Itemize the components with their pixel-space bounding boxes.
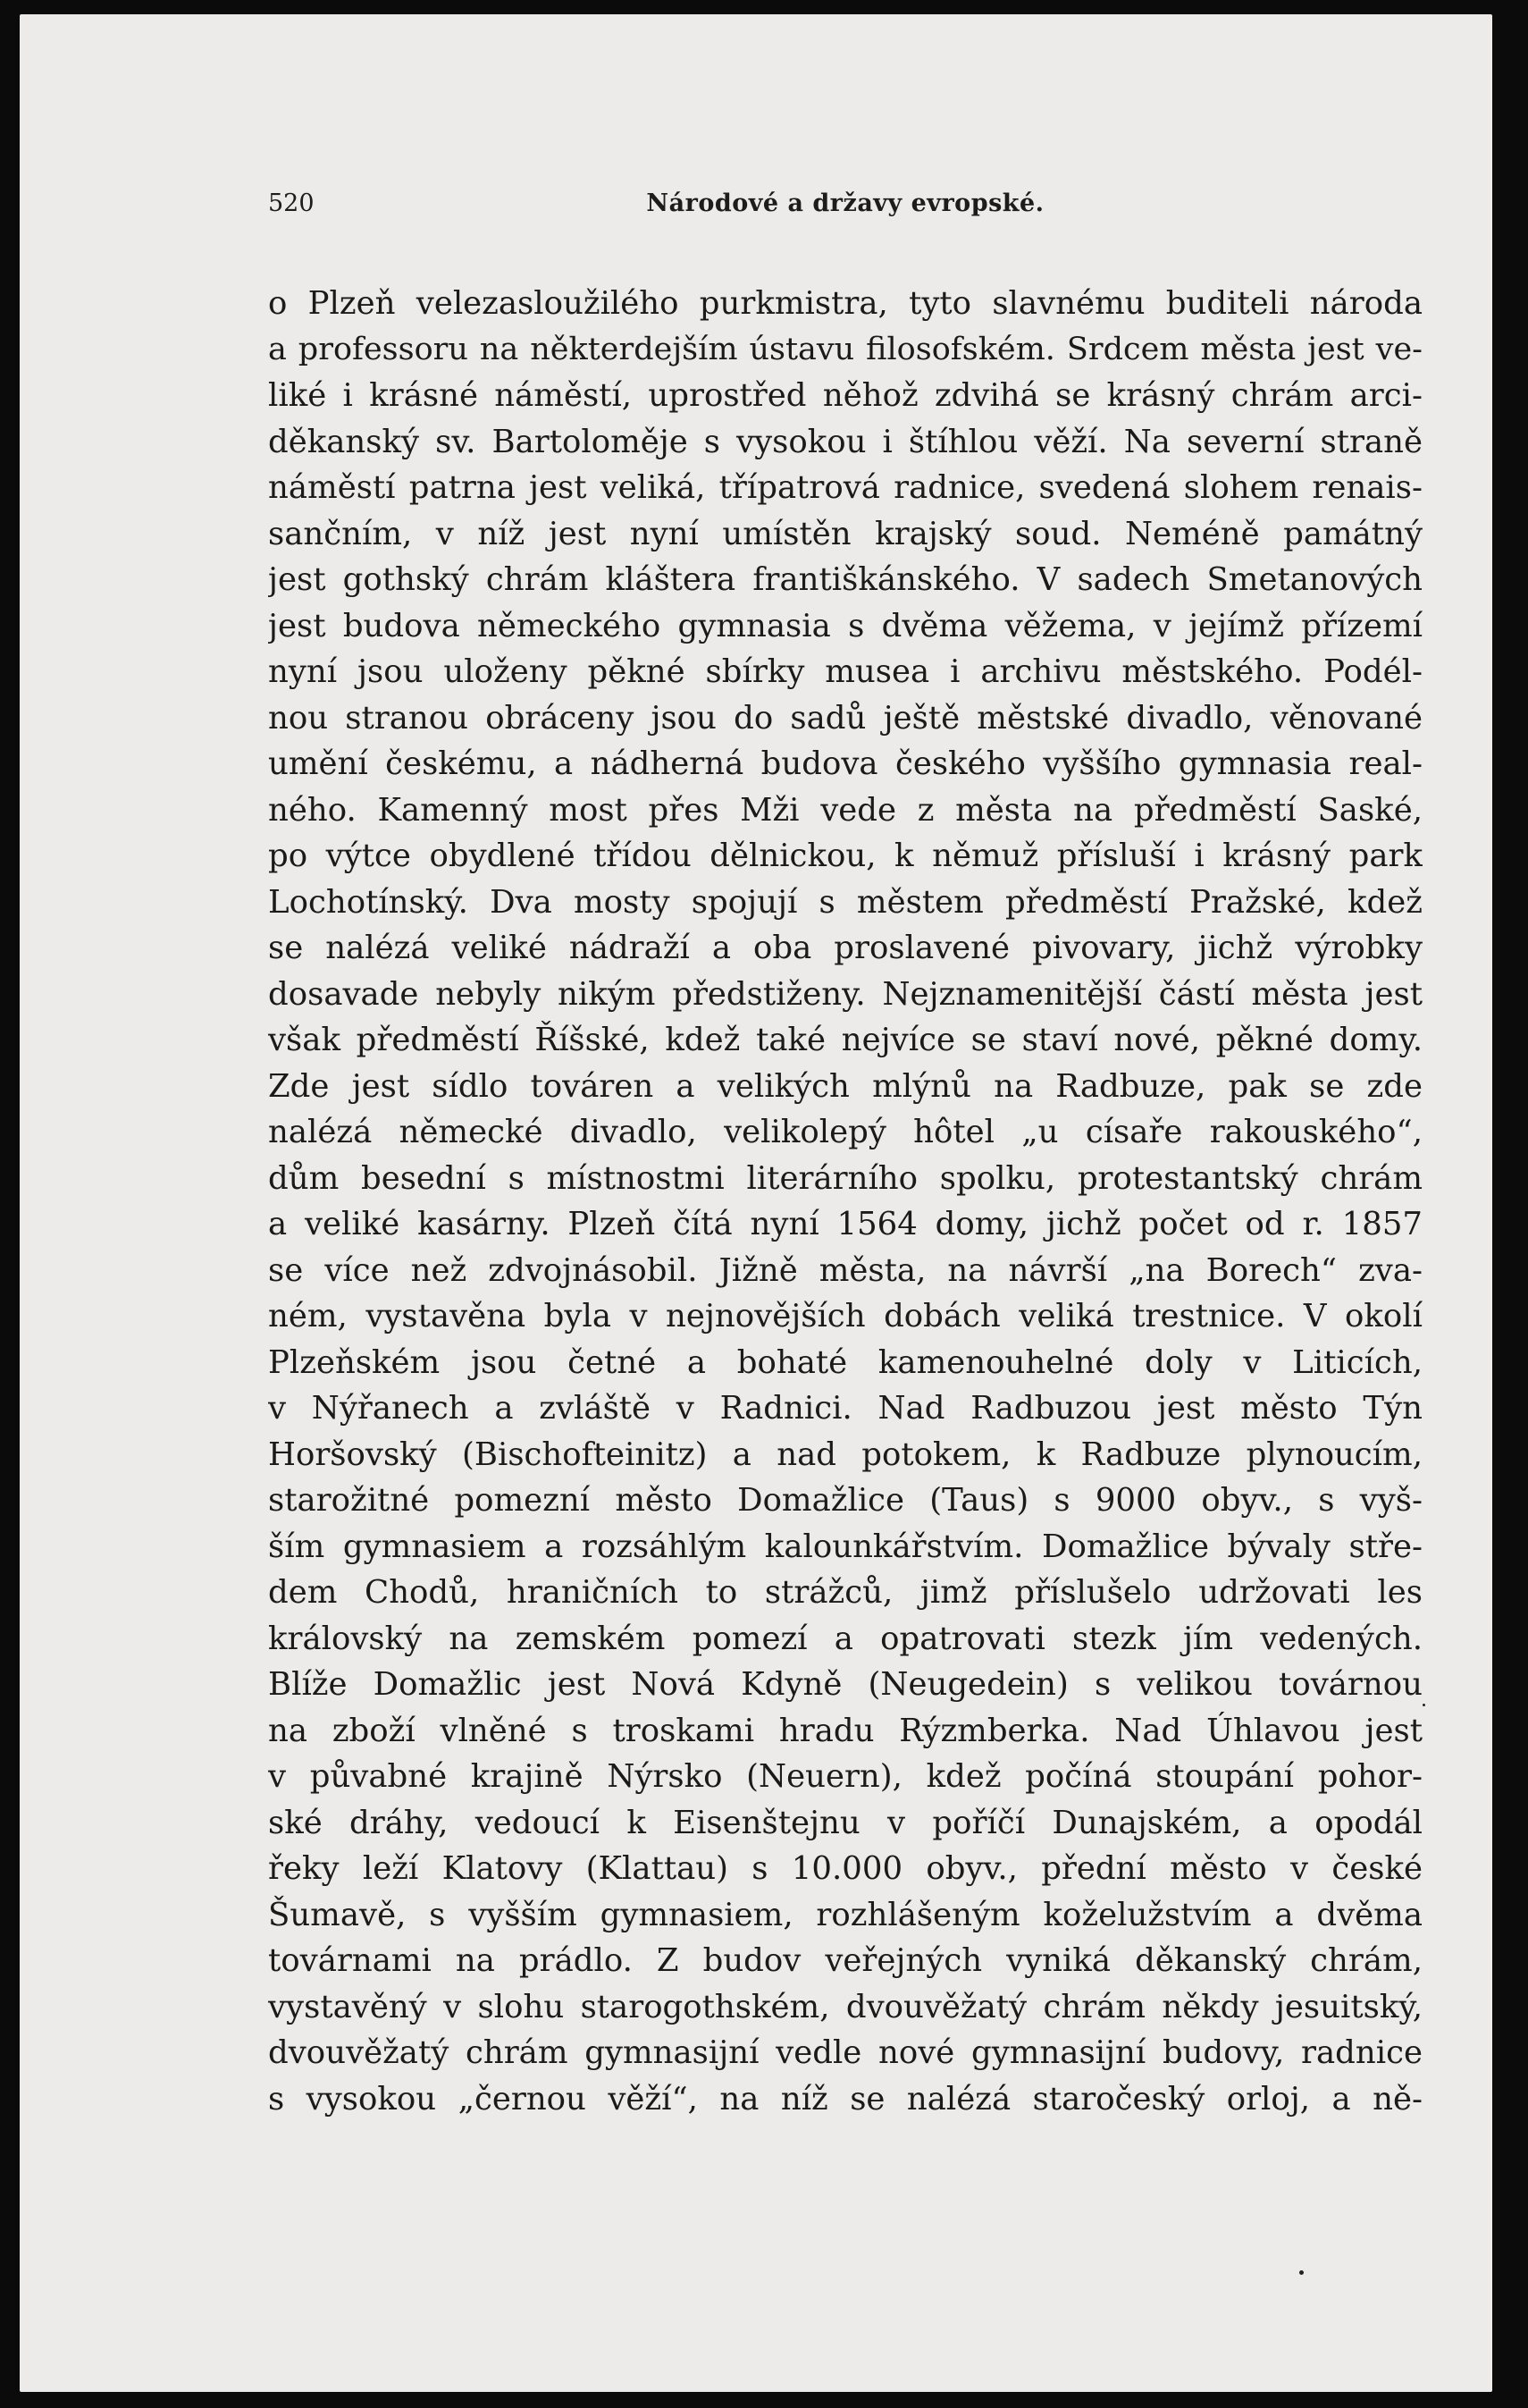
text-line: řeky leží Klatovy (Klattau) s 10.000 obyv., přední město v české <box>268 1850 1423 1887</box>
text-line: v půvabné krajině Nýrsko (Neuern), kdež počíná stoupání pohor- <box>268 1758 1423 1795</box>
text-line: liké i krásné náměstí, uprostřed něhož zdvihá se krásný chrám arci- <box>268 377 1423 414</box>
text-line: umění českému, a nádherná budova českého vyššího gymnasia real- <box>268 745 1423 782</box>
text-line: Blíže Domažlic jest Nová Kdyně (Neugedein) s velikou továrnou <box>268 1666 1423 1703</box>
text-line: s vysokou „černou věží“, na níž se nalézá staročeský orloj, a ně- <box>268 2080 1423 2118</box>
scan-speck <box>1423 1704 1425 1706</box>
text-line: dem Chodů, hraničních to strážců, jimž příslušelo udržovati les <box>268 1574 1423 1611</box>
text-line: v Nýřanech a zvláště v Radnici. Nad Radbuzou jest město Týn <box>268 1390 1423 1427</box>
body-text <box>268 281 1423 2122</box>
text-line: a professoru na některdejším ústavu filosofském. Srdcem města jest ve- <box>268 331 1423 367</box>
text-line: Šumavě, s vyšším gymnasiem, rozhlášeným koželužstvím a dvěma <box>268 1896 1423 1933</box>
running-head <box>268 189 1423 229</box>
text-line: dvouvěžatý chrám gymnasijní vedle nové gymnasijní budovy, radnice <box>268 2034 1423 2071</box>
text-line: po výtce obydlené třídou dělnickou, k němuž přísluší i krásný park <box>268 838 1423 874</box>
running-title: Národové a državy evropské. <box>646 189 1045 217</box>
text-line: starožitné pomezní město Domažlice (Taus) s 9000 obyv., s vyš- <box>268 1482 1423 1519</box>
text-line: na zboží vlněné s troskami hradu Rýzmberka. Nad Úhlavou jest <box>268 1712 1423 1749</box>
text-line: Zde jest sídlo továren a velikých mlýnů na Radbuze, pak se zde <box>268 1067 1423 1105</box>
text-line: jest gothský chrám kláštera františkánského. V sadech Smetanových <box>268 561 1423 598</box>
text-line: nou stranou obráceny jsou do sadů ještě městské divadlo, věnované <box>268 699 1423 737</box>
text-line: vystavěný v slohu starogothském, dvouvěžatý chrám někdy jesuitský, <box>268 1988 1423 2025</box>
text-line: náměstí patrna jest veliká, třípatrová radnice, svedená slohem renais- <box>268 469 1423 506</box>
text-line: ším gymnasiem a rozsáhlým kalounkářstvím. Domažlice bývaly stře- <box>268 1528 1423 1565</box>
text-line: jest budova německého gymnasia s dvěma věžema, v jejímž přízemí <box>268 607 1423 644</box>
text-line: Plzeňském jsou četné a bohaté kamenouhelné doly v Liticích, <box>268 1343 1423 1381</box>
page-number: 520 <box>268 189 315 217</box>
text-line: se více než zdvojnásobil. Jižně města, na návrší „na Borech“ zva- <box>268 1251 1423 1289</box>
text-line: Horšovský (Bischofteinitz) a nad potokem, k Radbuze plynoucím, <box>268 1436 1423 1473</box>
text-line: o Plzeň velezasloužilého purkmistra, tyto slavnému buditeli národa <box>268 285 1423 322</box>
text-line: královský na zemském pomezí a opatrovati stezk jím vedených. <box>268 1620 1423 1657</box>
text-line: a veliké kasárny. Plzeň čítá nyní 1564 domy, jichž počet od r. 1857 <box>268 1206 1423 1242</box>
text-line: dům besední s místnostmi literárního spolku, protestantský chrám <box>268 1159 1423 1197</box>
text-line: nalézá německé divadlo, velikolepý hôtel „u císaře rakouského“, <box>268 1114 1423 1150</box>
text-line: však předměstí Říšské, kdež také nejvíce se staví nové, pěkné domy. <box>268 1022 1423 1058</box>
text-line: Lochotínský. Dva mosty spojují s městem předměstí Pražské, kdež <box>268 883 1423 921</box>
scan-speck <box>1299 2270 1304 2275</box>
text-line: továrnami na prádlo. Z budov veřejných vyniká děkanský chrám, <box>268 1942 1423 1979</box>
text-line: dosavade nebyly nikým předstiženy. Nejznamenitější částí města jest <box>268 975 1423 1013</box>
text-line: ného. Kamenný most přes Mži vede z města na předměstí Saské, <box>268 791 1423 829</box>
text-line: sančním, v níž jest nyní umístěn krajský soud. Neméně památný <box>268 515 1423 552</box>
text-line: nyní jsou uloženy pěkné sbírky musea i archivu městského. Podél- <box>268 653 1423 690</box>
text-line: ném, vystavěna byla v nejnovějších dobách veliká trestnice. V okolí <box>268 1298 1423 1335</box>
text-line: děkanský sv. Bartoloměje s vysokou i štíhlou věží. Na severní straně <box>268 423 1423 460</box>
book-page <box>20 14 1492 2392</box>
text-line: ské dráhy, vedoucí k Eisenštejnu v poříčí Dunajském, a opodál <box>268 1804 1423 1841</box>
text-line: se nalézá veliké nádraží a oba proslavené pivovary, jichž výrobky <box>268 930 1423 966</box>
